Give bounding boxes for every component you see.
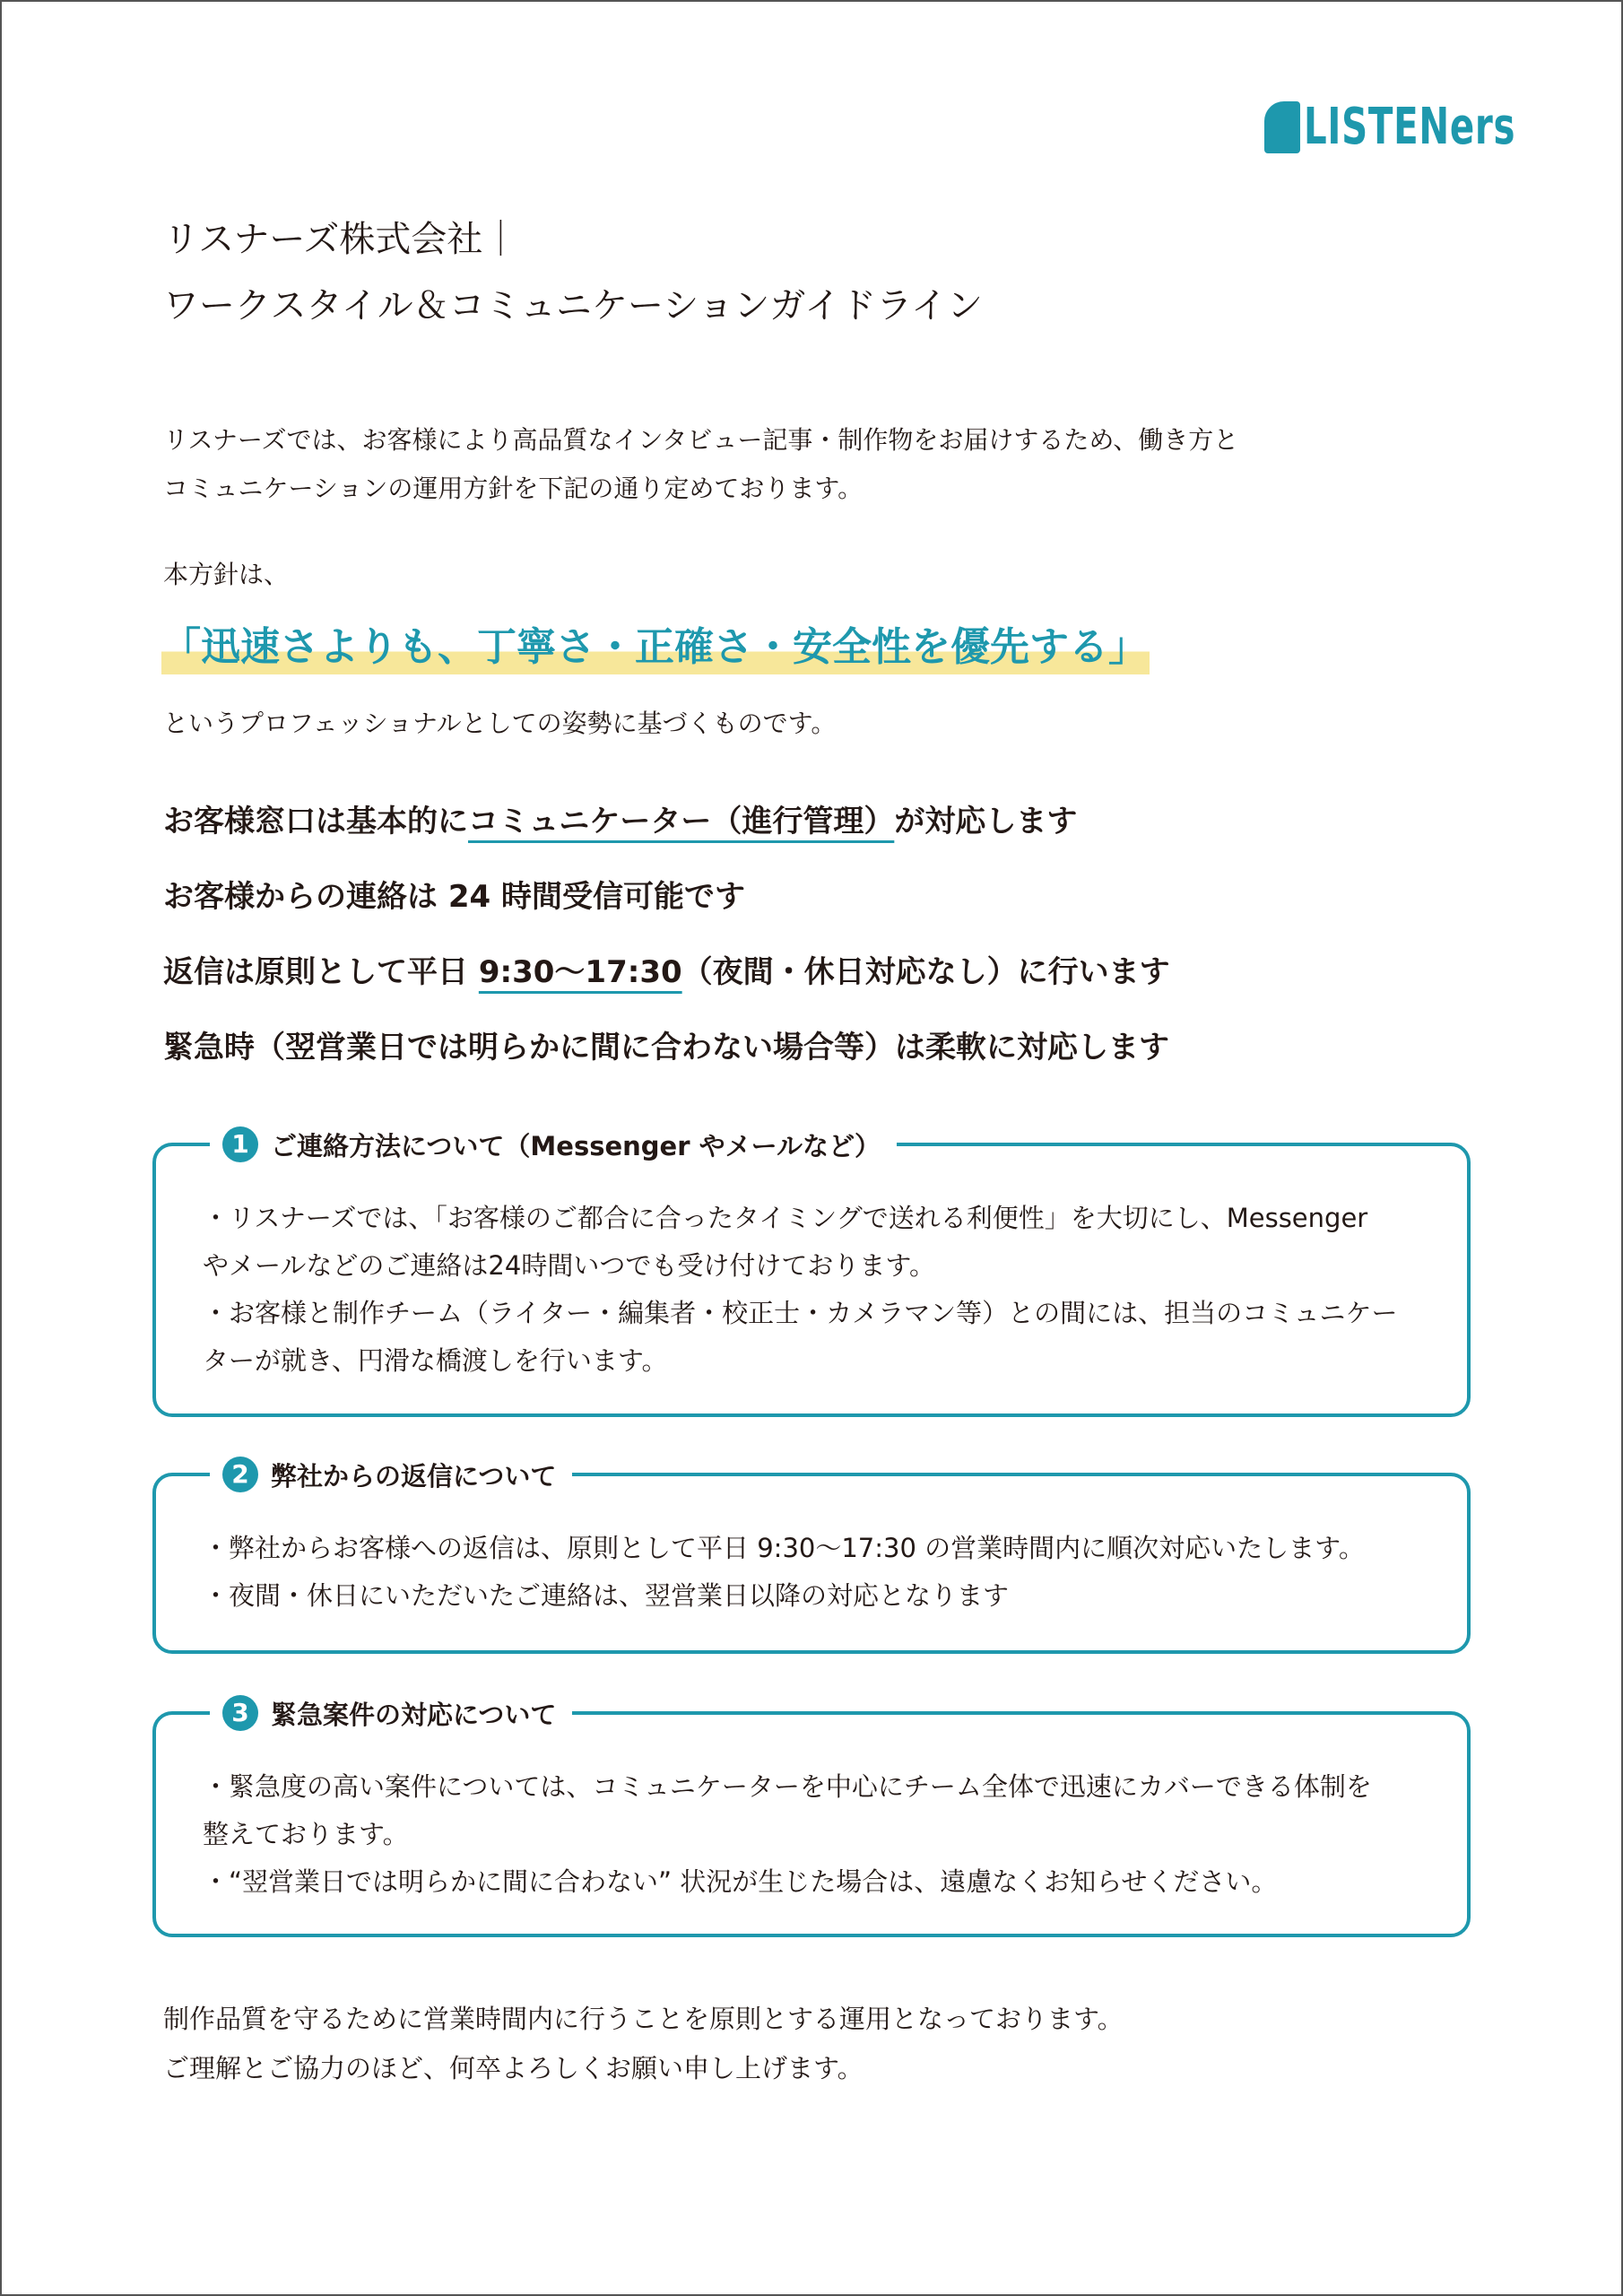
closing-paragraph	[163, 1995, 1508, 2093]
closing-line-2: ご理解とご協力のほど、何卒よろしくお願い申し上げます。	[163, 2053, 864, 2083]
policy-item-1	[163, 795, 1508, 848]
section-line: ・“翌営業日では明らかに間に合わない” 状況が生じた場合は、遠慮なくお知らせください。	[203, 1866, 1278, 1897]
section-number-badge: 3	[222, 1695, 258, 1731]
logo-mark-icon	[1264, 101, 1300, 153]
motto-block	[161, 615, 1150, 680]
lead-text: 本方針は、	[163, 560, 290, 589]
section-box-urgent-cases	[152, 1698, 1471, 1937]
policy-3-prefix: 返信は原則として平日	[163, 954, 479, 990]
closing-line-1: 制作品質を守るために営業時間内に行うことを原則とする運用となっております。	[163, 2004, 1124, 2034]
policy-3-suffix: （夜間・休日対応なし）に行います	[681, 954, 1170, 990]
section-line: ・お客様と制作チーム（ライター・編集者・校正士・カメラマン等）との間には、担当のコミュニケー	[203, 1298, 1398, 1328]
motto-highlight: 「迅速さよりも、丁寧さ・正確さ・安全性を優先する」	[161, 615, 1150, 680]
policy-3-hours: 9:30〜17:30	[478, 954, 682, 990]
motto-followup: というプロフェッショナルとしての姿勢に基づくものです。	[163, 709, 837, 738]
section-body	[203, 1763, 1431, 1906]
section-box-replies	[152, 1459, 1471, 1654]
section-body	[203, 1525, 1431, 1620]
policy-item-3	[163, 945, 1508, 999]
intro-paragraph	[163, 416, 1508, 513]
intro-line-2: コミュニケーションの運用方針を下記の通り定めております。	[163, 474, 864, 503]
intro-line-1: リスナーズでは、お客様により高品質なインタビュー記事・制作物をお届けするため、働き方と	[163, 425, 1239, 455]
page-title	[163, 206, 1329, 339]
section-line: ターが就き、円滑な橋渡しを行います。	[203, 1345, 668, 1376]
policy-item-4: 緊急時（翌営業日では明らかに間に合わない場合等）は柔軟に対応します	[163, 1030, 1169, 1065]
section-header	[210, 1123, 897, 1166]
policy-1-prefix: お客様窓口は基本的に	[163, 804, 468, 839]
company-logo	[1264, 98, 1516, 156]
section-number-badge: 2	[222, 1457, 258, 1492]
policy-1-suffix: が対応します	[894, 804, 1078, 839]
logo-text: LISTENers	[1304, 98, 1516, 156]
section-line: ・夜間・休日にいただいたご連絡は、翌営業日以降の対応となります	[203, 1580, 1010, 1611]
section-number-badge: 1	[222, 1126, 258, 1162]
section-header	[210, 1692, 572, 1735]
section-title: 弊社からの返信について	[271, 1460, 557, 1492]
section-body	[203, 1195, 1431, 1385]
section-line: ・リスナーズでは、「お客様のご都合に合ったタイミングで送れる利便性」を大切にし、Messenger	[203, 1203, 1368, 1233]
section-header	[210, 1453, 572, 1496]
section-title: 緊急案件の対応について	[271, 1699, 557, 1730]
section-line: やメールなどのご連絡は24時間いつでも受け付けております。	[203, 1250, 936, 1281]
title-line-1: リスナーズ株式会社｜	[163, 219, 519, 260]
title-line-2: ワークスタイル＆コミュニケーションガイドライン	[163, 285, 983, 326]
section-line: ・緊急度の高い案件については、コミュニケーターを中心にチーム全体で迅速にカバーできる体制を	[203, 1771, 1372, 1802]
section-line: ・弊社からお客様への返信は、原則として平日 9:30〜17:30 の営業時間内に順次対応いたします。	[203, 1533, 1365, 1563]
section-box-contact-methods	[152, 1129, 1471, 1417]
policy-item-2: お客様からの連絡は 24 時間受信可能です	[163, 879, 745, 915]
section-title: ご連絡方法について（Messenger やメールなど）	[271, 1130, 881, 1161]
policy-1-underlined: コミュニケーター（進行管理）	[468, 804, 895, 839]
section-line: 整えております。	[203, 1819, 409, 1849]
